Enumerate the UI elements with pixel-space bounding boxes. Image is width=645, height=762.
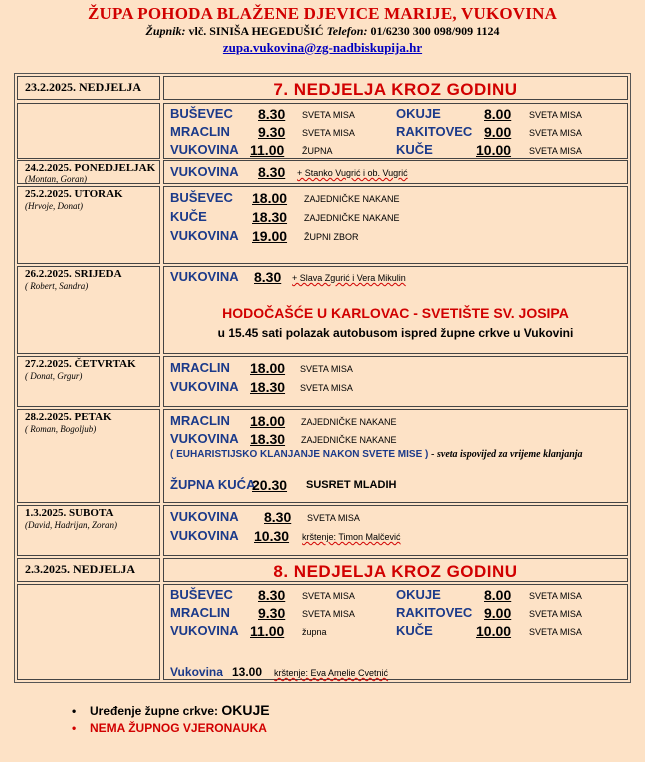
place-name: MRACLIN: [170, 360, 230, 375]
mass-time: 8.00: [484, 106, 512, 122]
place-name: BUŠEVEC: [170, 106, 233, 121]
mass-desc: ZAJEDNIČKE NAKANE: [304, 194, 400, 204]
mass-time: 10.00: [476, 623, 512, 639]
mass-time: 9.00: [484, 124, 512, 140]
place-name: KUČE: [170, 209, 207, 224]
date-label: 23.2.2025. NEDJELJA: [25, 80, 142, 94]
cleaning-village: OKUJE: [221, 702, 270, 718]
pastor-info: [0, 24, 645, 39]
mass-desc: SVETA MISA: [302, 128, 355, 138]
mass-time: 8.30: [258, 587, 286, 603]
date-label: 2.3.2025. NEDJELJA: [25, 562, 136, 576]
mass-desc: SVETA MISA: [529, 146, 582, 156]
date-cell-sun2: [17, 558, 160, 582]
place-name: VUKOVINA: [170, 431, 239, 446]
phone-label: Telefon:: [326, 24, 368, 38]
bullet-item-cleaning: [72, 702, 270, 718]
place-name: MRACLIN: [170, 413, 230, 428]
date-cell-empty: [17, 584, 160, 680]
mass-time: 19.00: [252, 228, 288, 244]
bullet-item-catechism: [72, 721, 267, 735]
pastor-label: Župnik:: [145, 24, 186, 38]
mass-desc: ZAJEDNIČKE NAKANE: [304, 213, 400, 223]
date-cell-sat: [17, 505, 160, 556]
place-name: OKUJE: [396, 587, 441, 602]
mass-time: 18.30: [252, 209, 288, 225]
mass-desc: SVETA MISA: [529, 627, 582, 637]
date-label: 27.2.2025. ČETVRTAK: [25, 358, 136, 370]
place-name: VUKOVINA: [170, 509, 239, 524]
sunday-title-cell: [163, 558, 628, 582]
place-name: BUŠEVEC: [170, 190, 233, 205]
mass-time: 13.00: [232, 665, 263, 679]
mass-time: 9.00: [484, 605, 512, 621]
fri-masses-cell: [163, 409, 628, 503]
wed-masses-cell: [163, 266, 628, 354]
mass-time: 18.30: [250, 379, 286, 395]
baptism-desc: krštenje: Eva Amelie Cvetnić: [274, 668, 389, 678]
pilgrimage-title: HODOČAŠĆE U KARLOVAC - SVETIŠTE SV. JOSIPA: [222, 305, 569, 321]
pilgrimage-details: u 15.45 sati polazak autobusom ispred župne crkve u Vukovini: [217, 326, 574, 340]
place-name: RAKITOVEC: [396, 605, 473, 620]
saint-names: (Hrvoje, Donat): [25, 201, 83, 211]
date-cell-tue: [17, 186, 160, 264]
mass-desc: SVETA MISA: [529, 609, 582, 619]
place-name: VUKOVINA: [170, 269, 239, 284]
sun1-masses-cell: [163, 103, 628, 159]
mon-masses-cell: [163, 160, 628, 184]
baptism-desc: krštenje: Timon Malčević: [302, 532, 401, 542]
pastor-name: vlč. SINIŠA HEGEDUŠIĆ: [188, 24, 324, 38]
mass-time: 11.00: [250, 623, 285, 639]
mass-intention: + Stanko Vugrić i ob. Vugrić: [297, 168, 408, 178]
date-label: 25.2.2025. UTORAK: [25, 188, 123, 200]
date-cell-thu: [17, 356, 160, 407]
date-label: 28.2.2025. PETAK: [25, 411, 112, 423]
mass-desc: SVETA MISA: [302, 591, 355, 601]
place-name: OKUJE: [396, 106, 441, 121]
cleaning-label: Uređenje župne crkve:: [90, 704, 219, 718]
mass-time: 9.30: [258, 605, 286, 621]
event-desc: SUSRET MLADIH: [306, 479, 397, 491]
date-cell-sun1: [17, 76, 160, 100]
mass-desc: SVETA MISA: [302, 609, 355, 619]
date-label: 24.2.2025. PONEDJELJAK: [25, 162, 156, 174]
place-name: ŽUPNA KUĆA: [170, 477, 256, 492]
sunday-title: 8. NEDJELJA KROZ GODINU: [273, 562, 518, 581]
confession-note: - sveta ispovijed za vrijeme klanjanja: [431, 449, 583, 460]
saint-names: (Montan, Goran): [25, 174, 87, 184]
parish-title: ŽUPA POHODA BLAŽENE DJEVICE MARIJE, VUKOVINA: [87, 4, 558, 23]
date-cell-mon: [17, 160, 160, 184]
saint-names: ( Roman, Bogoljub): [25, 424, 97, 434]
place-name: VUKOVINA: [170, 228, 239, 243]
place-name: VUKOVINA: [170, 379, 239, 394]
mass-time: 8.00: [484, 587, 512, 603]
mass-time: 18.00: [250, 413, 286, 429]
place-name: VUKOVINA: [170, 623, 239, 638]
place-name: RAKITOVEC: [396, 124, 473, 139]
place-name: VUKOVINA: [170, 528, 239, 543]
mass-desc: ŽUPNA: [302, 146, 333, 156]
mass-desc: ŽUPNI ZBOR: [304, 232, 359, 242]
mass-desc: SVETA MISA: [529, 591, 582, 601]
mass-time: 9.30: [258, 124, 286, 140]
mass-desc: župna: [302, 627, 327, 637]
adoration-note: [170, 449, 583, 460]
mass-time: 18.00: [252, 190, 288, 206]
sunday-title: 7. NEDJELJA KROZ GODINU: [273, 80, 518, 99]
mass-desc: ZAJEDNIČKE NAKANE: [301, 417, 397, 427]
email-link[interactable]: zupa.vukovina@zg-nadbiskupija.hr: [222, 40, 423, 55]
mass-desc: ZAJEDNIČKE NAKANE: [301, 435, 397, 445]
mass-time: 10.00: [476, 142, 512, 158]
date-label: 1.3.2025. SUBOTA: [25, 507, 114, 519]
catechism-notice: NEMA ŽUPNOG VJERONAUKA: [90, 721, 267, 735]
date-cell-wed: [17, 266, 160, 354]
mass-time: 8.30: [258, 106, 286, 122]
saint-names: ( Donat, Grgur): [25, 371, 83, 381]
place-name: KUČE: [396, 142, 433, 157]
place-name: MRACLIN: [170, 605, 230, 620]
place-name: BUŠEVEC: [170, 587, 233, 602]
mass-time: 18.00: [250, 360, 286, 376]
tue-masses-cell: [163, 186, 628, 264]
bullet-icon: •: [72, 721, 77, 735]
mass-time: 8.30: [258, 164, 286, 180]
event-time: 20.30: [252, 477, 288, 493]
saint-names: ( Robert, Sandra): [25, 281, 89, 291]
mass-desc: SVETA MISA: [307, 513, 360, 523]
mass-desc: SVETA MISA: [529, 110, 582, 120]
thu-masses-cell: [163, 356, 628, 407]
sun2-masses-cell: [163, 584, 628, 680]
phone-numbers: 01/6230 300 098/909 1124: [370, 24, 500, 38]
sunday-title-cell: [163, 76, 628, 100]
date-label: 26.2.2025. SRIJEDA: [25, 268, 122, 280]
mass-desc: SVETA MISA: [302, 110, 355, 120]
place-name: Vukovina: [170, 665, 223, 679]
mass-time: 18.30: [250, 431, 286, 447]
mass-desc: SVETA MISA: [300, 383, 353, 393]
mass-intention: + Slava Zgurić i Vera Mikulin: [292, 273, 406, 283]
date-cell-empty: [17, 103, 160, 159]
mass-time: 8.30: [254, 269, 282, 285]
saint-names: (David, Hadrijan, Zoran): [25, 520, 117, 530]
place-name: MRACLIN: [170, 124, 230, 139]
date-cell-fri: [17, 409, 160, 503]
bullet-icon: •: [72, 704, 77, 718]
mass-desc: SVETA MISA: [300, 364, 353, 374]
mass-time: 11.00: [250, 142, 285, 158]
place-name: VUKOVINA: [170, 164, 239, 179]
mass-desc: SVETA MISA: [529, 128, 582, 138]
sat-masses-cell: [163, 505, 628, 556]
mass-time: 8.30: [264, 509, 292, 525]
place-name: VUKOVINA: [170, 142, 239, 157]
mass-time: 10.30: [254, 528, 290, 544]
place-name: KUČE: [396, 623, 433, 638]
adoration-text: ( EUHARISTIJSKO KLANJANJE NAKON SVETE MISE ): [170, 449, 429, 460]
